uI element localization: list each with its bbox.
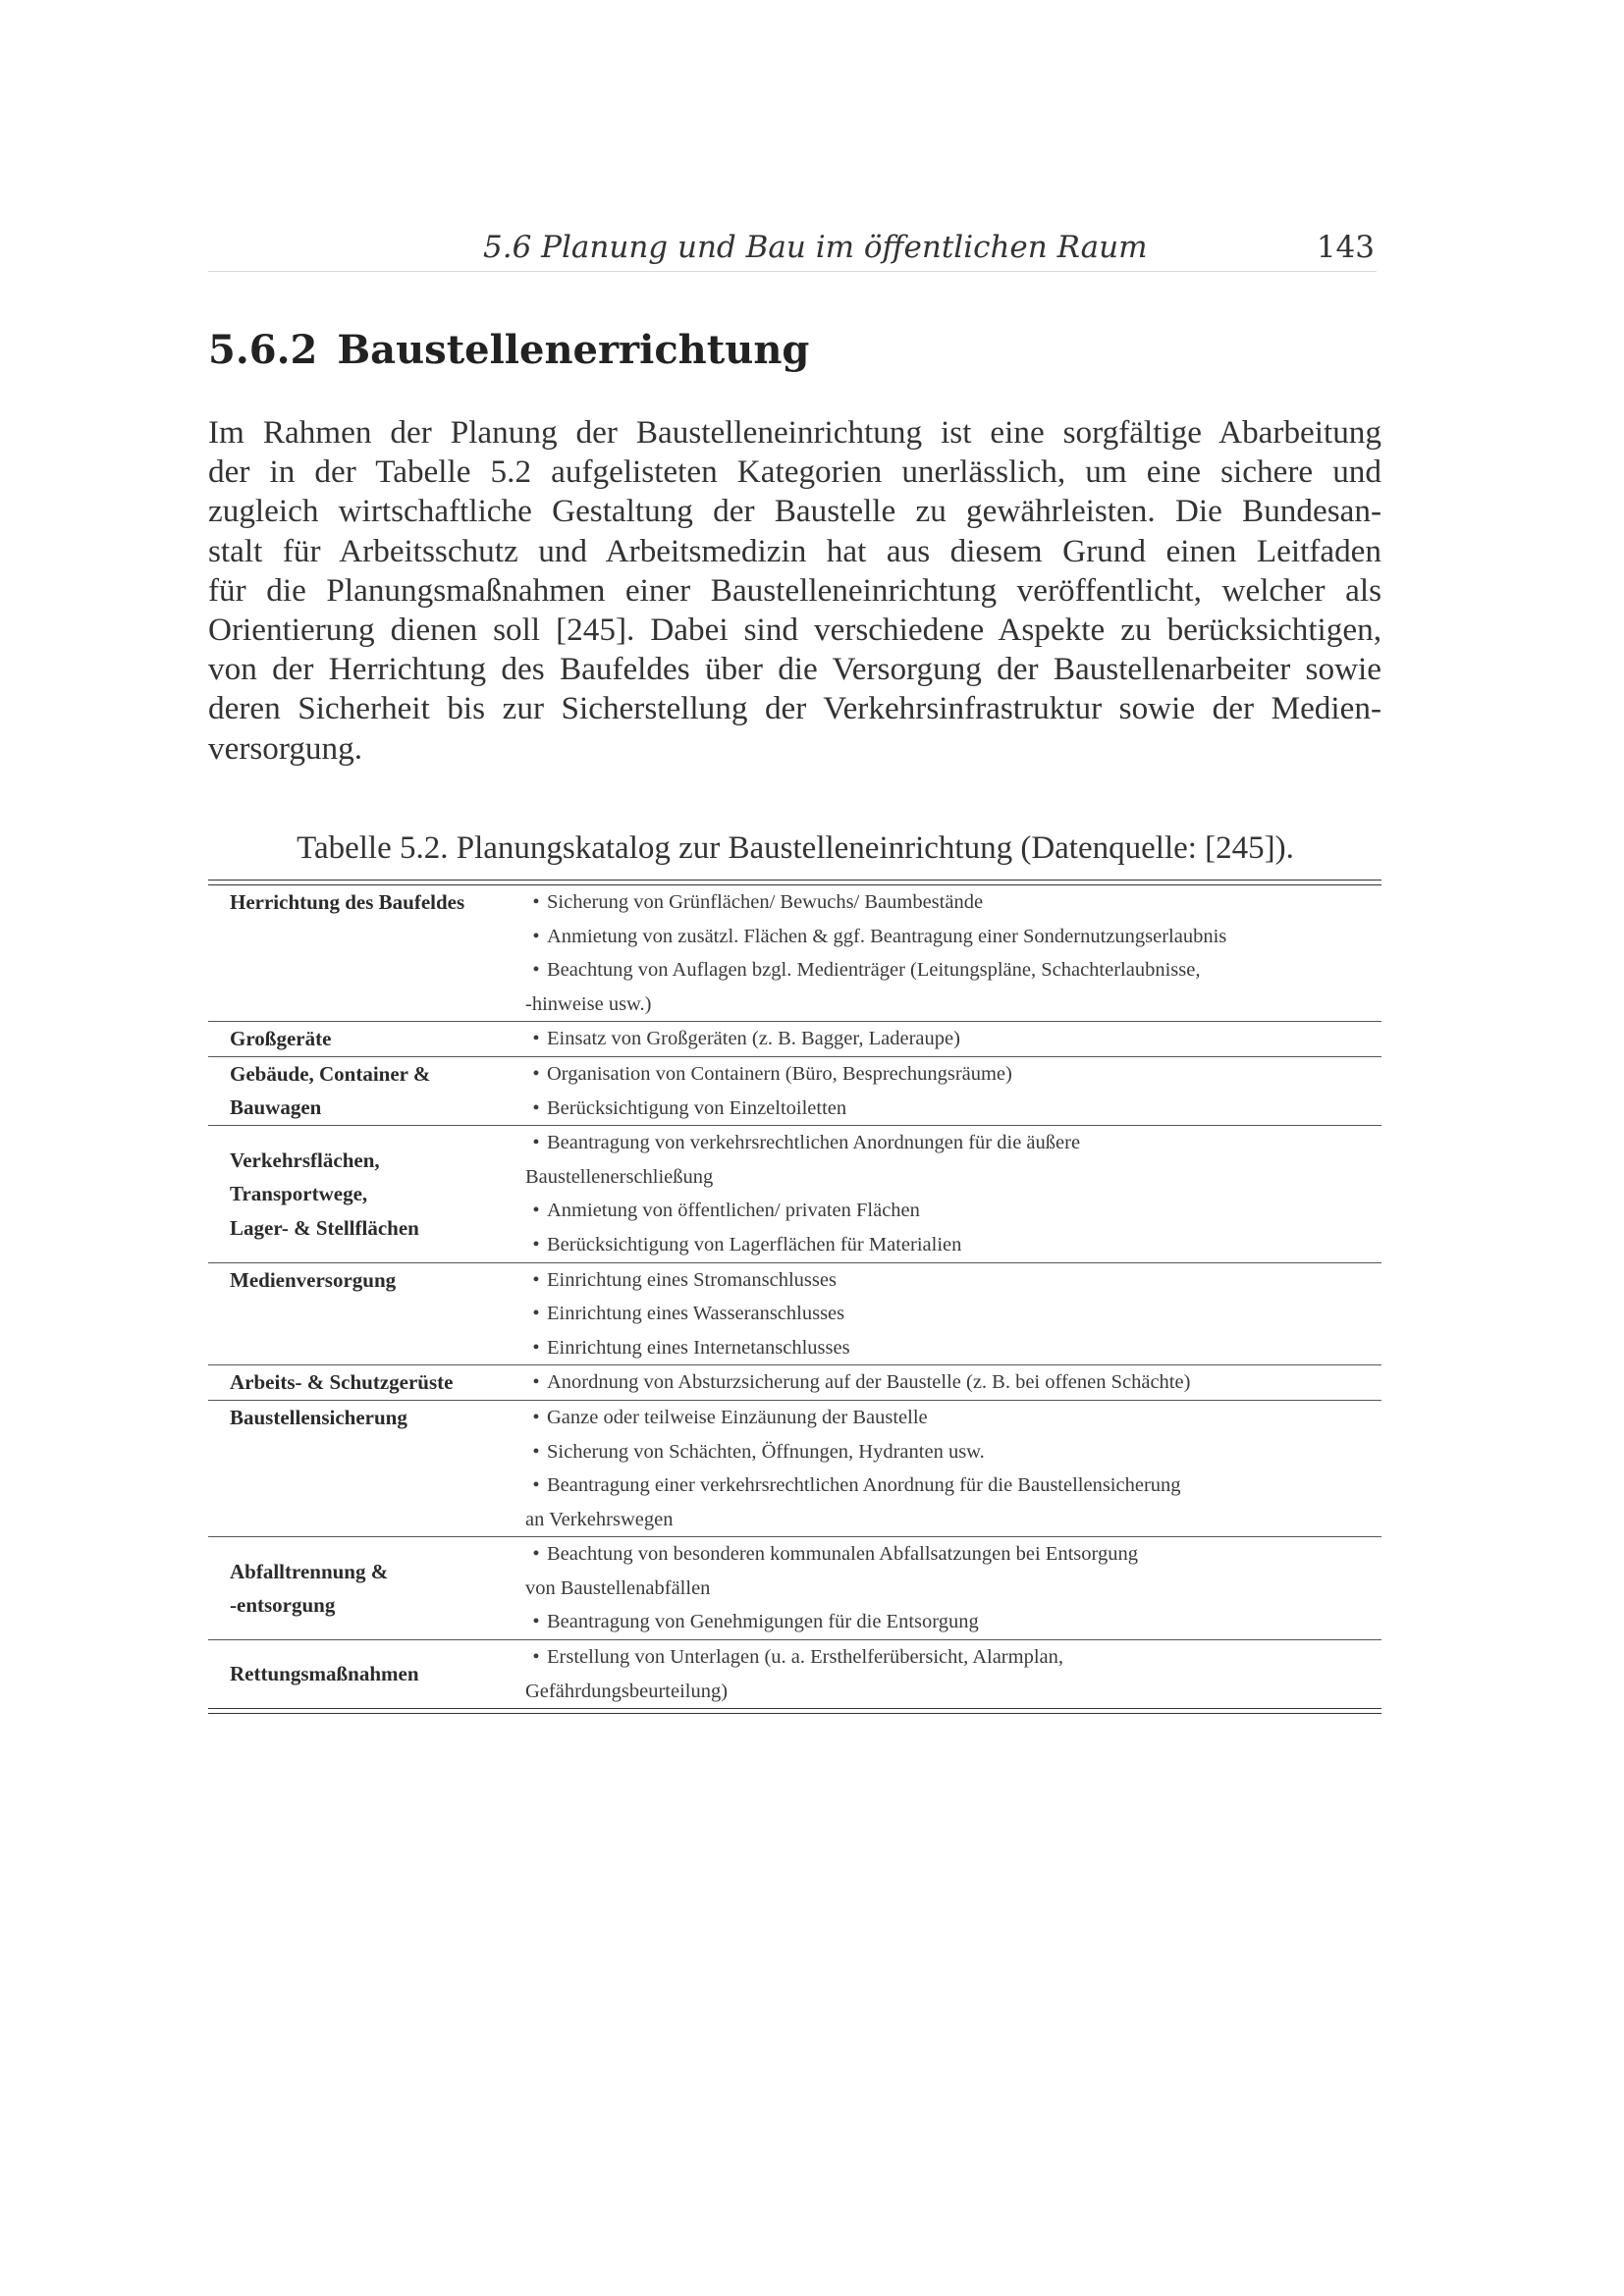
- measure-text: Organisation von Containern (Büro, Besprechungsräume): [547, 1062, 1012, 1085]
- bullet-icon: •: [532, 1132, 540, 1154]
- category-label: Bauwagen: [230, 1095, 322, 1120]
- measure-text: Ganze oder teilweise Einzäunung der Baustelle: [547, 1406, 928, 1428]
- category-label: Herrichtung des Baufeldes: [230, 890, 465, 914]
- category-cell: [208, 1263, 525, 1365]
- measure-line: [525, 1263, 1381, 1298]
- category-label: -entsorgung: [230, 1593, 336, 1618]
- measure-text: Beachtung von Auflagen bzgl. Medienträger (Leitungspläne, Schachterlaubnisse,: [547, 959, 1201, 982]
- bullet-icon: •: [532, 959, 540, 982]
- measure-text: Anmietung von öffentlichen/ privaten Flächen: [547, 1200, 920, 1222]
- measure-line: [525, 1640, 1381, 1675]
- category-cell: [208, 1126, 525, 1261]
- paragraph-line: für die Planungsmaßnahmen einer Baustelleneinrichtung veröffentlicht, welcher als: [208, 571, 1381, 609]
- category-cell: [208, 1537, 525, 1639]
- measure-line: [525, 1331, 1381, 1365]
- category-cell: [208, 1022, 525, 1056]
- bullet-icon: •: [532, 1646, 540, 1669]
- paragraph-line: der in der Tabelle 5.2 aufgelisteten Kategorien unerlässlich, um eine sichere und: [208, 454, 1381, 491]
- measure-line: [525, 953, 1381, 988]
- paragraph-line: Im Rahmen der Planung der Baustelleneinrichtung ist eine sorgfältige Abarbeitung: [208, 414, 1381, 451]
- measure-text: Beantragung von Genehmigungen für die Entsorgung: [547, 1611, 979, 1633]
- measure-text: -hinweise usw.): [525, 992, 652, 1015]
- bullet-icon: •: [532, 1028, 540, 1050]
- bullet-icon: •: [532, 1200, 540, 1222]
- measure-line: [525, 1537, 1381, 1572]
- table-row: [208, 1401, 1381, 1537]
- paragraph-line: zugleich wirtschaftliche Gestaltung der Baustelle zu gewährleisten. Die Bundesan-: [208, 493, 1381, 530]
- category-label: Arbeits- & Schutzgerüste: [230, 1370, 454, 1395]
- measure-line: [525, 1228, 1381, 1262]
- measure-text: Beantragung einer verkehrsrechtlichen Anordnung für die Baustellensicherung: [547, 1474, 1181, 1497]
- bullet-icon: •: [532, 1474, 540, 1497]
- measure-text: Baustellenerschließung: [525, 1165, 714, 1188]
- measure-line: [525, 885, 1381, 920]
- measure-line: [525, 920, 1381, 954]
- category-cell: [208, 885, 525, 1021]
- category-label: Gebäude, Container &: [230, 1061, 431, 1086]
- measures-cell: [525, 1537, 1381, 1639]
- measure-text: Einrichtung eines Stromanschlusses: [547, 1268, 837, 1291]
- table-row: [208, 1537, 1381, 1640]
- bullet-icon: •: [532, 1543, 540, 1566]
- measure-text: Beachtung von besonderen kommunalen Abfallsatzungen bei Entsorgung: [547, 1543, 1138, 1566]
- bullet-icon: •: [532, 1336, 540, 1359]
- measure-line: [525, 1194, 1381, 1228]
- measure-line: [525, 1297, 1381, 1331]
- paragraph-line: versorgung.: [208, 729, 363, 767]
- category-label: Medienversorgung: [230, 1267, 397, 1292]
- table-body: [208, 885, 1381, 1708]
- measure-line: [525, 1092, 1381, 1126]
- running-title: 5.6 Planung und Bau im öffentlichen Raum: [483, 230, 1148, 265]
- measure-text: Anmietung von zusätzl. Flächen & ggf. Beantragung einer Sondernutzungserlaubnis: [547, 925, 1227, 947]
- category-label: Großgeräte: [230, 1027, 332, 1051]
- bullet-icon: •: [532, 1233, 540, 1255]
- measure-line: [525, 1503, 1381, 1537]
- measure-text: Beantragung von verkehrsrechtlichen Anordnungen für die äußere: [547, 1132, 1081, 1154]
- section-number: 5.6.2: [208, 327, 318, 373]
- measure-line: [525, 1572, 1381, 1606]
- category-cell: [208, 1057, 525, 1125]
- measure-text: Berücksichtigung von Lagerflächen für Materialien: [547, 1233, 962, 1255]
- table-row: [208, 1022, 1381, 1057]
- paragraph-line: von der Herrichtung des Baufeldes über die Versorgung der Baustellenarbeiter sowie: [208, 651, 1381, 688]
- page-number: 143: [1316, 230, 1375, 265]
- table-caption: Tabelle 5.2. Planungskatalog zur Baustelleneinrichtung (Datenquelle: [245]).: [297, 830, 1294, 866]
- category-cell: [208, 1640, 525, 1708]
- bullet-icon: •: [532, 1268, 540, 1291]
- bullet-icon: •: [532, 891, 540, 913]
- table-row: [208, 1640, 1381, 1708]
- table-bottom-rule: [208, 1708, 1381, 1714]
- running-header: [208, 224, 1377, 272]
- bullet-icon: •: [532, 1303, 540, 1325]
- category-cell: [208, 1401, 525, 1536]
- bullet-icon: •: [532, 925, 540, 947]
- measures-cell: [525, 1057, 1381, 1125]
- table-row: [208, 1263, 1381, 1366]
- measure-text: von Baustellenabfällen: [525, 1576, 711, 1599]
- category-label: Rettungsmaßnahmen: [230, 1662, 419, 1686]
- paragraph-line: Orientierung dienen soll [245]. Dabei sind verschiedene Aspekte zu berücksichtigen,: [208, 612, 1381, 649]
- bullet-icon: •: [532, 1062, 540, 1085]
- table-row: [208, 1057, 1381, 1126]
- section-heading: [208, 327, 809, 373]
- measure-line: [525, 1126, 1381, 1160]
- category-label: Transportwege,: [230, 1182, 368, 1206]
- planning-table: [208, 880, 1381, 1714]
- body-paragraph: [208, 413, 1381, 769]
- paragraph-line: deren Sicherheit bis zur Sicherstellung der Verkehrsinfrastruktur sowie der Medien-: [208, 690, 1381, 727]
- bullet-icon: •: [532, 1371, 540, 1394]
- category-label: Baustellensicherung: [230, 1405, 407, 1429]
- paragraph-line: stalt für Arbeitsschutz und Arbeitsmedizin hat aus diesem Grund einen Leitfaden: [208, 532, 1381, 569]
- measure-text: Einrichtung eines Internetanschlusses: [547, 1336, 850, 1359]
- measure-line: [525, 1401, 1381, 1435]
- measure-text: Berücksichtigung von Einzeltoiletten: [547, 1096, 847, 1119]
- measure-text: an Verkehrswegen: [525, 1508, 674, 1530]
- category-label: Lager- & Stellflächen: [230, 1215, 419, 1240]
- measure-text: Einsatz von Großgeräten (z. B. Bagger, Laderaupe): [547, 1028, 960, 1050]
- measure-line: [525, 988, 1381, 1022]
- measures-cell: [525, 1263, 1381, 1365]
- measures-cell: [525, 1401, 1381, 1536]
- table-row: [208, 885, 1381, 1022]
- measures-cell: [525, 1365, 1381, 1400]
- measures-cell: [525, 885, 1381, 1021]
- measure-line: [525, 1675, 1381, 1709]
- bullet-icon: •: [532, 1611, 540, 1633]
- bullet-icon: •: [532, 1440, 540, 1463]
- measures-cell: [525, 1126, 1381, 1261]
- category-label: Verkehrsflächen,: [230, 1148, 380, 1172]
- category-cell: [208, 1365, 525, 1400]
- measure-text: Anordnung von Absturzsicherung auf der Baustelle (z. B. bei offenen Schächte): [547, 1371, 1191, 1394]
- table-row: [208, 1126, 1381, 1262]
- measure-line: [525, 1365, 1381, 1400]
- measure-line: [525, 1160, 1381, 1195]
- measure-line: [525, 1022, 1381, 1056]
- category-label: Abfalltrennung &: [230, 1559, 389, 1583]
- measures-cell: [525, 1022, 1381, 1056]
- bullet-icon: •: [532, 1096, 540, 1119]
- measure-text: Einrichtung eines Wasseranschlusses: [547, 1303, 845, 1325]
- measure-line: [525, 1468, 1381, 1503]
- measure-line: [525, 1057, 1381, 1092]
- measure-text: Erstellung von Unterlagen (u. a. Ersthelferübersicht, Alarmplan,: [547, 1646, 1064, 1669]
- measure-text: Sicherung von Grünflächen/ Bewuchs/ Baumbestände: [547, 891, 984, 913]
- measure-text: Sicherung von Schächten, Öffnungen, Hydranten usw.: [547, 1440, 985, 1463]
- measure-text: Gefährdungsbeurteilung): [525, 1680, 729, 1702]
- table-row: [208, 1365, 1381, 1401]
- measure-line: [525, 1435, 1381, 1469]
- bullet-icon: •: [532, 1406, 540, 1428]
- measures-cell: [525, 1640, 1381, 1708]
- measure-line: [525, 1605, 1381, 1639]
- section-title: Baustellenerrichtung: [337, 327, 810, 373]
